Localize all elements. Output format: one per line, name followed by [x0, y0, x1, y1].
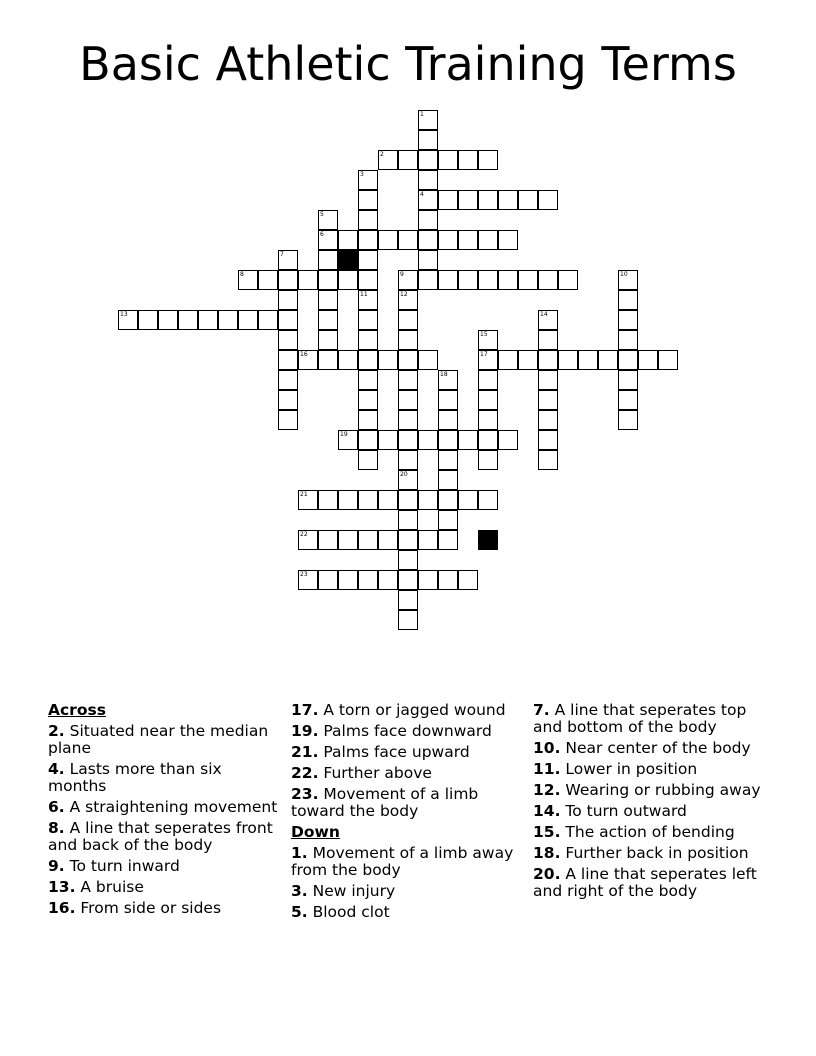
clue-number: 17	[480, 351, 488, 358]
grid-cell[interactable]	[458, 190, 478, 210]
grid-cell[interactable]	[538, 370, 558, 390]
grid-cell[interactable]	[338, 490, 358, 510]
clue	[48, 723, 280, 757]
grid-cell[interactable]	[618, 270, 638, 290]
grid-cell[interactable]	[398, 530, 418, 550]
clue-number-label: 12.	[533, 781, 561, 799]
grid-cell[interactable]	[438, 230, 458, 250]
grid-cell[interactable]	[398, 430, 418, 450]
grid-block	[338, 250, 358, 270]
clue-number-label: 4.	[48, 760, 65, 778]
clue-text: A torn or jagged wound	[318, 701, 506, 719]
grid-cell[interactable]	[378, 570, 398, 590]
grid-cell[interactable]	[318, 330, 338, 350]
grid-cell[interactable]	[338, 570, 358, 590]
grid-cell[interactable]	[238, 270, 258, 290]
grid-cell[interactable]	[358, 290, 378, 310]
clue-number: 1	[420, 111, 424, 118]
clue-number-label: 11.	[533, 760, 561, 778]
grid-cell[interactable]	[458, 430, 478, 450]
clues-column-2	[291, 702, 523, 925]
grid-cell[interactable]	[318, 310, 338, 330]
grid-cell[interactable]	[278, 370, 298, 390]
grid-cell[interactable]	[298, 530, 318, 550]
grid-cell[interactable]	[438, 390, 458, 410]
grid-cell[interactable]	[358, 370, 378, 390]
grid-cell[interactable]	[398, 490, 418, 510]
grid-cell[interactable]	[298, 350, 318, 370]
grid-cell[interactable]	[358, 410, 378, 430]
clue-number: 15	[480, 331, 488, 338]
clue-number: 2	[380, 151, 384, 158]
clue	[533, 782, 773, 799]
clue	[291, 765, 523, 782]
clue	[291, 904, 523, 921]
grid-cell[interactable]	[398, 590, 418, 610]
clue-text: A line that seperates front and back of the body	[48, 819, 273, 854]
grid-cell[interactable]	[258, 270, 278, 290]
clue-text: Movement of a limb away from the body	[291, 844, 514, 879]
clue-number-label: 1.	[291, 844, 308, 862]
clue-number-label: 2.	[48, 722, 65, 740]
grid-cell[interactable]	[418, 130, 438, 150]
grid-cell[interactable]	[478, 490, 498, 510]
clue-number-label: 5.	[291, 903, 308, 921]
clue-number-label: 6.	[48, 798, 65, 816]
clue-text: Further back in position	[560, 844, 749, 862]
clue-number: 18	[440, 371, 448, 378]
grid-cell[interactable]	[438, 450, 458, 470]
grid-cell[interactable]	[398, 450, 418, 470]
clue	[533, 803, 773, 820]
clue-number: 9	[400, 271, 404, 278]
clue-number: 12	[400, 291, 408, 298]
clue	[533, 824, 773, 841]
grid-cell[interactable]	[438, 270, 458, 290]
grid-cell[interactable]	[358, 390, 378, 410]
grid-cell[interactable]	[318, 490, 338, 510]
clue-number-label: 7.	[533, 701, 550, 719]
clue-text: Lasts more than six months	[48, 760, 222, 795]
clue-number: 14	[540, 311, 548, 318]
grid-cell[interactable]	[518, 190, 538, 210]
clue-number-label: 20.	[533, 865, 561, 883]
grid-cell[interactable]	[618, 350, 638, 370]
grid-cell[interactable]	[438, 570, 458, 590]
clue-text: A line that seperates top and bottom of the body	[533, 701, 747, 736]
clue	[533, 702, 773, 736]
grid-cell[interactable]	[358, 310, 378, 330]
grid-cell[interactable]	[478, 450, 498, 470]
grid-cell[interactable]	[418, 490, 438, 510]
grid-cell[interactable]	[278, 390, 298, 410]
grid-cell[interactable]	[298, 570, 318, 590]
clue-text: New injury	[307, 882, 396, 900]
grid-cell[interactable]	[318, 230, 338, 250]
grid-cell[interactable]	[418, 190, 438, 210]
grid-cell[interactable]	[338, 270, 358, 290]
grid-cell[interactable]	[558, 350, 578, 370]
grid-cell[interactable]	[498, 350, 518, 370]
grid-cell[interactable]	[278, 410, 298, 430]
grid-cell[interactable]	[358, 190, 378, 210]
clue	[291, 723, 523, 740]
grid-cell[interactable]	[418, 250, 438, 270]
grid-cell[interactable]	[538, 450, 558, 470]
grid-cell[interactable]	[398, 310, 418, 330]
grid-cell[interactable]	[418, 210, 438, 230]
clue-text: From side or sides	[75, 899, 222, 917]
clue	[48, 858, 280, 875]
clue	[291, 845, 523, 879]
clue	[48, 879, 280, 896]
clue-number-label: 16.	[48, 899, 76, 917]
grid-cell[interactable]	[438, 410, 458, 430]
clue	[533, 761, 773, 778]
grid-cell[interactable]	[378, 230, 398, 250]
grid-cell[interactable]	[618, 390, 638, 410]
grid-cell[interactable]	[318, 210, 338, 230]
clue-number: 11	[360, 291, 368, 298]
clue-number-label: 3.	[291, 882, 308, 900]
grid-cell[interactable]	[618, 370, 638, 390]
clue-number-label: 8.	[48, 819, 65, 837]
clue-number: 21	[300, 491, 308, 498]
clue-text: Situated near the median plane	[48, 722, 269, 757]
clue-number: 13	[120, 311, 128, 318]
clue-number: 3	[360, 171, 364, 178]
grid-cell[interactable]	[458, 270, 478, 290]
grid-cell[interactable]	[658, 350, 678, 370]
grid-cell[interactable]	[398, 570, 418, 590]
grid-cell[interactable]	[298, 490, 318, 510]
clue-number-label: 15.	[533, 823, 561, 841]
grid-cell[interactable]	[218, 310, 238, 330]
grid-cell[interactable]	[278, 350, 298, 370]
clue-text: Movement of a limb toward the body	[291, 785, 479, 820]
grid-cell[interactable]	[418, 270, 438, 290]
grid-cell[interactable]	[618, 410, 638, 430]
grid-cell[interactable]	[438, 470, 458, 490]
grid-cell[interactable]	[418, 350, 438, 370]
clue-number-label: 10.	[533, 739, 561, 757]
grid-cell[interactable]	[538, 410, 558, 430]
grid-cell[interactable]	[358, 570, 378, 590]
grid-cell[interactable]	[478, 230, 498, 250]
grid-cell[interactable]	[438, 190, 458, 210]
clue	[533, 740, 773, 757]
clue-text: To turn outward	[560, 802, 687, 820]
grid-cell[interactable]	[498, 430, 518, 450]
grid-cell[interactable]	[618, 290, 638, 310]
grid-cell[interactable]	[478, 350, 498, 370]
clue-number: 8	[240, 271, 244, 278]
clue	[291, 702, 523, 719]
grid-cell[interactable]	[358, 210, 378, 230]
grid-cell[interactable]	[418, 170, 438, 190]
grid-cell[interactable]	[298, 270, 318, 290]
grid-cell[interactable]	[398, 330, 418, 350]
grid-cell[interactable]	[358, 530, 378, 550]
clue-number-label: 13.	[48, 878, 76, 896]
grid-cell[interactable]	[158, 310, 178, 330]
clue	[48, 820, 280, 854]
grid-cell[interactable]	[398, 390, 418, 410]
grid-cell[interactable]	[638, 350, 658, 370]
grid-cell[interactable]	[378, 530, 398, 550]
clue-text: A line that seperates left and right of the body	[533, 865, 757, 900]
grid-cell[interactable]	[478, 330, 498, 350]
grid-cell[interactable]	[398, 410, 418, 430]
grid-cell[interactable]	[438, 510, 458, 530]
clue-text: Palms face upward	[318, 743, 470, 761]
clue-text: Near center of the body	[560, 739, 751, 757]
clue-number: 19	[340, 431, 348, 438]
clue	[48, 900, 280, 917]
clue-number-label: 14.	[533, 802, 561, 820]
grid-cell[interactable]	[538, 310, 558, 330]
grid-cell[interactable]	[478, 190, 498, 210]
grid-cell[interactable]	[338, 350, 358, 370]
grid-cell[interactable]	[398, 610, 418, 630]
clue	[48, 799, 280, 816]
grid-cell[interactable]	[398, 230, 418, 250]
grid-cell[interactable]	[418, 150, 438, 170]
clue	[291, 883, 523, 900]
grid-cell[interactable]	[498, 270, 518, 290]
grid-cell[interactable]	[458, 570, 478, 590]
grid-cell[interactable]	[578, 350, 598, 370]
grid-cell[interactable]	[398, 270, 418, 290]
grid-cell[interactable]	[258, 310, 278, 330]
clue	[533, 866, 773, 900]
grid-cell[interactable]	[438, 430, 458, 450]
grid-cell[interactable]	[378, 430, 398, 450]
grid-cell[interactable]	[398, 370, 418, 390]
clue-number: 5	[320, 211, 324, 218]
grid-cell[interactable]	[378, 350, 398, 370]
clue-number-label: 21.	[291, 743, 319, 761]
grid-cell[interactable]	[438, 530, 458, 550]
clue-number: 6	[320, 231, 324, 238]
grid-cell[interactable]	[318, 350, 338, 370]
clue-number: 23	[300, 571, 308, 578]
grid-cell[interactable]	[318, 570, 338, 590]
grid-cell[interactable]	[358, 490, 378, 510]
grid-cell[interactable]	[278, 310, 298, 330]
grid-cell[interactable]	[418, 570, 438, 590]
grid-cell[interactable]	[338, 530, 358, 550]
grid-cell[interactable]	[538, 390, 558, 410]
grid-cell[interactable]	[138, 310, 158, 330]
grid-cell[interactable]	[498, 230, 518, 250]
grid-cell[interactable]	[618, 310, 638, 330]
grid-cell[interactable]	[358, 330, 378, 350]
grid-cell[interactable]	[238, 310, 258, 330]
grid-cell[interactable]	[278, 270, 298, 290]
grid-cell[interactable]	[358, 170, 378, 190]
grid-cell[interactable]	[398, 510, 418, 530]
grid-cell[interactable]	[338, 430, 358, 450]
grid-cell[interactable]	[478, 430, 498, 450]
clue-text: Wearing or rubbing away	[560, 781, 761, 799]
clue-number: 10	[620, 271, 628, 278]
grid-cell[interactable]	[418, 110, 438, 130]
grid-cell[interactable]	[358, 450, 378, 470]
clue-text: To turn inward	[64, 857, 180, 875]
clue-number-label: 23.	[291, 785, 319, 803]
page-title: Basic Athletic Training Terms	[79, 37, 737, 91]
clue	[48, 761, 280, 795]
clue-number-label: 22.	[291, 764, 319, 782]
grid-cell[interactable]	[478, 410, 498, 430]
clue-number-label: 18.	[533, 844, 561, 862]
grid-cell[interactable]	[438, 150, 458, 170]
grid-cell[interactable]	[498, 190, 518, 210]
grid-cell[interactable]	[458, 150, 478, 170]
grid-cell[interactable]	[518, 350, 538, 370]
grid-cell[interactable]	[318, 250, 338, 270]
grid-cell[interactable]	[398, 290, 418, 310]
clue-text: Palms face downward	[318, 722, 492, 740]
clue-number-label: 17.	[291, 701, 319, 719]
grid-cell[interactable]	[318, 290, 338, 310]
grid-cell[interactable]	[538, 270, 558, 290]
grid-cell[interactable]	[378, 150, 398, 170]
clue-number: 20	[400, 471, 408, 478]
grid-cell[interactable]	[398, 550, 418, 570]
clue	[291, 786, 523, 820]
grid-cell[interactable]	[398, 470, 418, 490]
clues-column-1	[48, 702, 280, 921]
grid-cell[interactable]	[618, 330, 638, 350]
grid-cell[interactable]	[418, 530, 438, 550]
clue-section-heading: Across	[48, 701, 106, 719]
clue	[533, 845, 773, 862]
clue	[291, 744, 523, 761]
grid-cell[interactable]	[278, 330, 298, 350]
grid-cell[interactable]	[118, 310, 138, 330]
clue-section-heading: Down	[291, 823, 340, 841]
grid-cell[interactable]	[358, 350, 378, 370]
grid-cell[interactable]	[318, 530, 338, 550]
grid-cell[interactable]	[538, 430, 558, 450]
clue-number-label: 9.	[48, 857, 65, 875]
grid-cell[interactable]	[478, 370, 498, 390]
grid-cell[interactable]	[458, 230, 478, 250]
grid-cell[interactable]	[378, 490, 398, 510]
grid-cell[interactable]	[398, 350, 418, 370]
grid-cell[interactable]	[338, 230, 358, 250]
grid-cell[interactable]	[418, 430, 438, 450]
grid-cell[interactable]	[478, 270, 498, 290]
clue-number: 4	[420, 191, 424, 198]
clue-text: A straightening movement	[64, 798, 278, 816]
grid-cell[interactable]	[438, 370, 458, 390]
grid-cell[interactable]	[438, 490, 458, 510]
grid-cell[interactable]	[478, 390, 498, 410]
grid-cell[interactable]	[398, 150, 418, 170]
grid-cell[interactable]	[598, 350, 618, 370]
clue-number: 16	[300, 351, 308, 358]
grid-cell[interactable]	[358, 430, 378, 450]
clue-text: Blood clot	[307, 903, 390, 921]
grid-cell[interactable]	[198, 310, 218, 330]
grid-cell[interactable]	[518, 270, 538, 290]
grid-cell[interactable]	[538, 350, 558, 370]
clue-text: Lower in position	[560, 760, 698, 778]
clue-number-label: 19.	[291, 722, 319, 740]
grid-cell[interactable]	[478, 150, 498, 170]
grid-cell[interactable]	[318, 270, 338, 290]
grid-cell[interactable]	[538, 330, 558, 350]
grid-cell[interactable]	[278, 290, 298, 310]
clue-number: 22	[300, 531, 308, 538]
grid-cell[interactable]	[178, 310, 198, 330]
grid-block	[478, 530, 498, 550]
grid-cell[interactable]	[358, 230, 378, 250]
clue-number: 7	[280, 251, 284, 258]
clue-text: The action of bending	[560, 823, 735, 841]
grid-cell[interactable]	[278, 250, 298, 270]
grid-cell[interactable]	[458, 490, 478, 510]
grid-cell[interactable]	[358, 270, 378, 290]
grid-cell[interactable]	[358, 250, 378, 270]
grid-cell[interactable]	[418, 230, 438, 250]
grid-cell[interactable]	[558, 270, 578, 290]
clues-column-3	[533, 702, 773, 904]
clue-text: Further above	[318, 764, 432, 782]
grid-cell[interactable]	[538, 190, 558, 210]
clue-text: A bruise	[75, 878, 144, 896]
